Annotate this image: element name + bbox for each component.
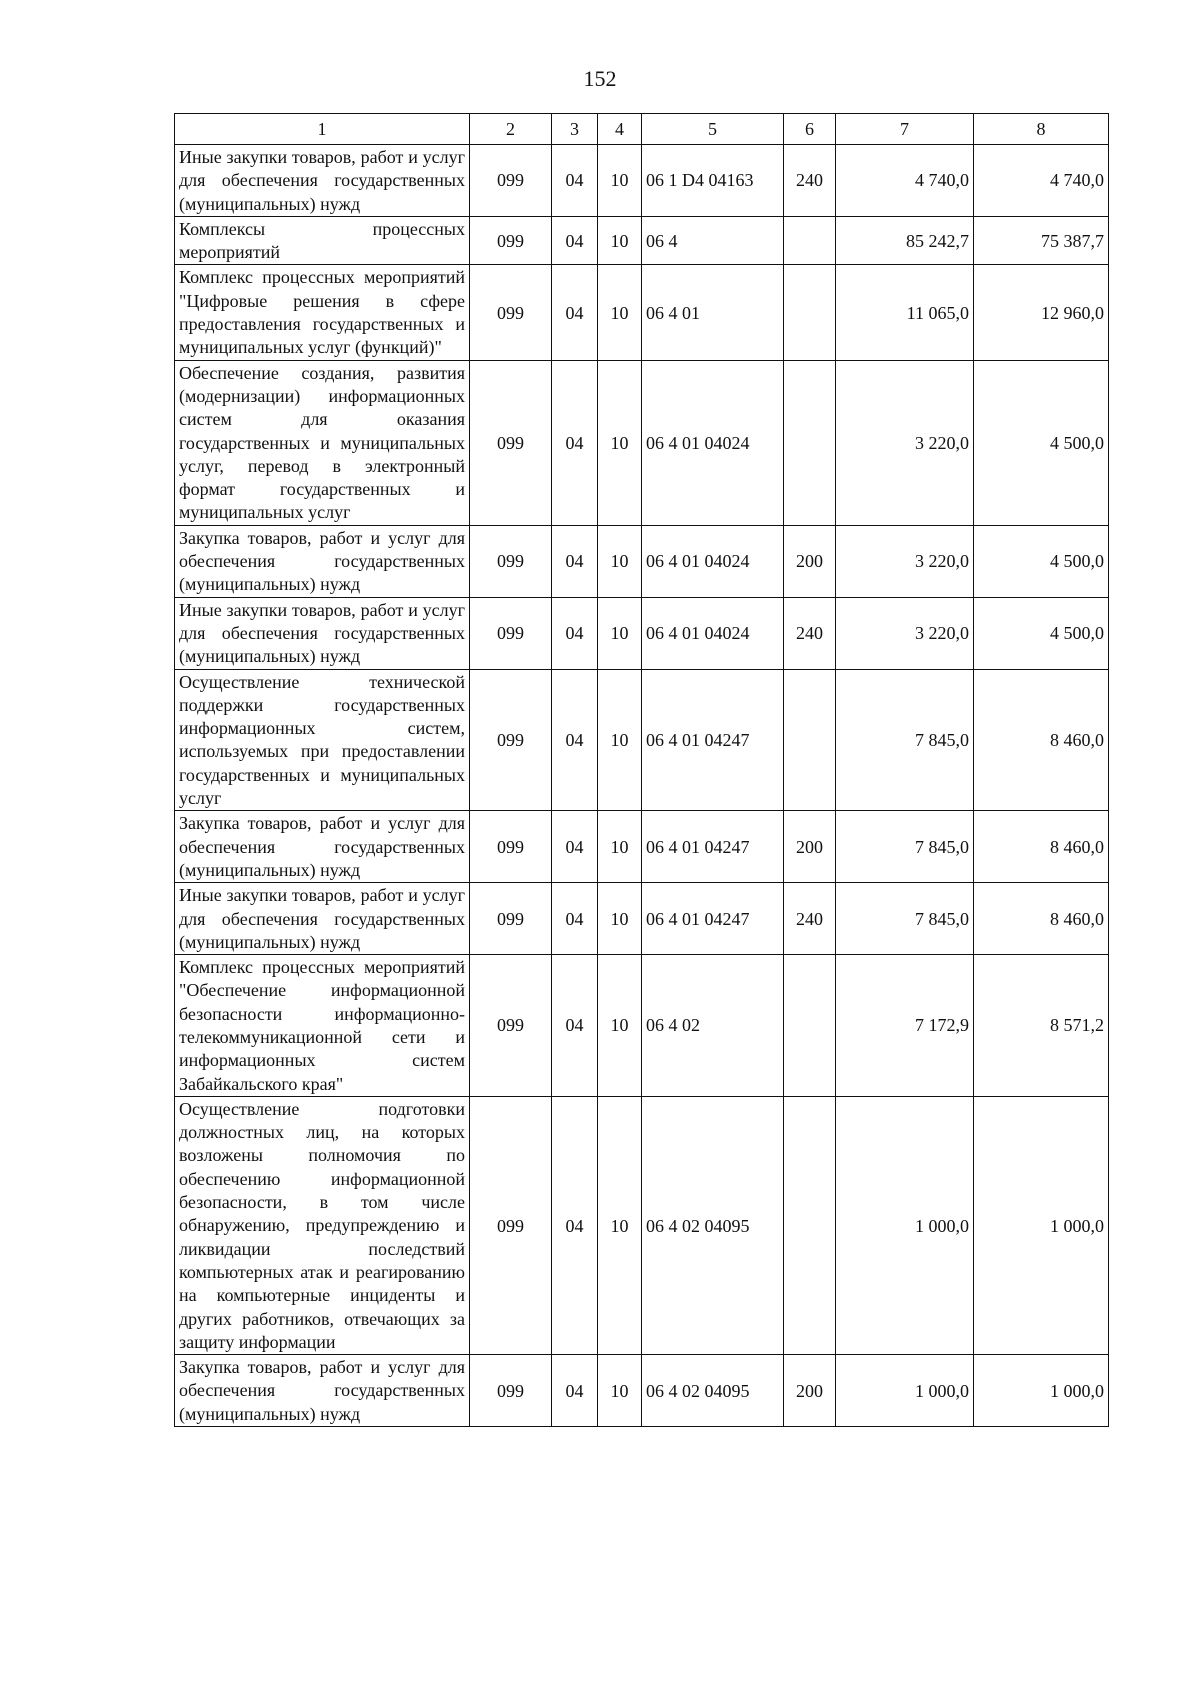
target-code: 06 4 01 <box>642 265 784 360</box>
amount-year-2: 8 460,0 <box>974 883 1109 955</box>
amount-year-2: 8 460,0 <box>974 669 1109 811</box>
table-row <box>175 955 1109 1097</box>
ministry-code: 099 <box>470 955 552 1097</box>
row-name: Закупка товаров, работ и услуг для обеспечения государственных (муниципальных) нужд <box>175 1355 470 1427</box>
table-row <box>175 669 1109 811</box>
table-row <box>175 265 1109 360</box>
amount-year-1: 3 220,0 <box>836 360 974 525</box>
expense-type-code <box>784 360 836 525</box>
row-name: Иные закупки товаров, работ и услуг для обеспечения государственных (муниципальных) нужд <box>175 883 470 955</box>
subsection-code: 10 <box>598 955 642 1097</box>
target-code: 06 4 02 04095 <box>642 1096 784 1354</box>
table-row <box>175 145 1109 217</box>
target-code: 06 4 01 04247 <box>642 669 784 811</box>
amount-year-2: 4 740,0 <box>974 145 1109 217</box>
header-cell: 8 <box>974 114 1109 145</box>
amount-year-2: 1 000,0 <box>974 1096 1109 1354</box>
row-name: Комплексы процессных мероприятий <box>175 216 470 265</box>
subsection-code: 10 <box>598 525 642 597</box>
ministry-code: 099 <box>470 1096 552 1354</box>
ministry-code: 099 <box>470 597 552 669</box>
ministry-code: 099 <box>470 360 552 525</box>
target-code: 06 4 02 04095 <box>642 1355 784 1427</box>
section-code: 04 <box>552 669 598 811</box>
ministry-code: 099 <box>470 216 552 265</box>
subsection-code: 10 <box>598 145 642 217</box>
header-cell: 6 <box>784 114 836 145</box>
header-cell: 5 <box>642 114 784 145</box>
section-code: 04 <box>552 597 598 669</box>
amount-year-1: 7 172,9 <box>836 955 974 1097</box>
amount-year-2: 4 500,0 <box>974 525 1109 597</box>
section-code: 04 <box>552 216 598 265</box>
page-number: 152 <box>583 66 617 91</box>
table-body <box>175 145 1109 1427</box>
section-code: 04 <box>552 360 598 525</box>
subsection-code: 10 <box>598 597 642 669</box>
section-code: 04 <box>552 955 598 1097</box>
header-cell: 3 <box>552 114 598 145</box>
expense-type-code: 200 <box>784 525 836 597</box>
target-code: 06 4 01 04024 <box>642 597 784 669</box>
subsection-code: 10 <box>598 265 642 360</box>
expense-type-code: 200 <box>784 1355 836 1427</box>
table-row <box>175 525 1109 597</box>
ministry-code: 099 <box>470 883 552 955</box>
table-row <box>175 216 1109 265</box>
amount-year-1: 11 065,0 <box>836 265 974 360</box>
expense-type-code <box>784 265 836 360</box>
amount-year-1: 7 845,0 <box>836 669 974 811</box>
amount-year-2: 8 571,2 <box>974 955 1109 1097</box>
amount-year-2: 8 460,0 <box>974 811 1109 883</box>
table-row <box>175 597 1109 669</box>
header-cell: 1 <box>175 114 470 145</box>
section-code: 04 <box>552 1096 598 1354</box>
amount-year-1: 3 220,0 <box>836 525 974 597</box>
amount-year-1: 7 845,0 <box>836 883 974 955</box>
subsection-code: 10 <box>598 883 642 955</box>
row-name: Закупка товаров, работ и услуг для обеспечения государственных (муниципальных) нужд <box>175 811 470 883</box>
table-row <box>175 811 1109 883</box>
amount-year-2: 1 000,0 <box>974 1355 1109 1427</box>
subsection-code: 10 <box>598 1096 642 1354</box>
expense-type-code <box>784 1096 836 1354</box>
header-row <box>175 114 1109 145</box>
expense-type-code: 200 <box>784 811 836 883</box>
budget-table <box>174 113 1109 1427</box>
amount-year-1: 4 740,0 <box>836 145 974 217</box>
header-cell: 7 <box>836 114 974 145</box>
expense-type-code: 240 <box>784 597 836 669</box>
row-name: Осуществление технической поддержки государственных информационных систем, используемых при предоставлении государственных и муниципальных услуг <box>175 669 470 811</box>
amount-year-1: 85 242,7 <box>836 216 974 265</box>
ministry-code: 099 <box>470 1355 552 1427</box>
row-name: Обеспечение создания, развития (модернизации) информационных систем для оказания государственных и муниципальных услуг, перевод в электронный формат государственных и муниципальных услуг <box>175 360 470 525</box>
ministry-code: 099 <box>470 145 552 217</box>
target-code: 06 4 02 <box>642 955 784 1097</box>
table-row <box>175 883 1109 955</box>
row-name: Иные закупки товаров, работ и услуг для обеспечения государственных (муниципальных) нужд <box>175 597 470 669</box>
ministry-code: 099 <box>470 811 552 883</box>
target-code: 06 1 D4 04163 <box>642 145 784 217</box>
row-name: Комплекс процессных мероприятий "Цифровые решения в сфере предоставления государственных и муниципальных услуг (функций)" <box>175 265 470 360</box>
expense-type-code <box>784 669 836 811</box>
amount-year-1: 1 000,0 <box>836 1355 974 1427</box>
subsection-code: 10 <box>598 811 642 883</box>
table-header <box>175 114 1109 145</box>
expense-type-code <box>784 216 836 265</box>
amount-year-2: 4 500,0 <box>974 597 1109 669</box>
target-code: 06 4 01 04247 <box>642 883 784 955</box>
row-name: Комплекс процессных мероприятий "Обеспечение информационной безопасности информационно-телекоммуникационной сети и информационных систем Забайкальского края" <box>175 955 470 1097</box>
section-code: 04 <box>552 145 598 217</box>
amount-year-1: 3 220,0 <box>836 597 974 669</box>
subsection-code: 10 <box>598 1355 642 1427</box>
ministry-code: 099 <box>470 525 552 597</box>
row-name: Осуществление подготовки должностных лиц, на которых возложены полномочия по обеспечению информационной безопасности, в том числе обнаружению, предупреждению и ликвидации последствий компьютерных атак и реагированию на компьютерные инциденты и других работников, отвечающих за защиту информации <box>175 1096 470 1354</box>
ministry-code: 099 <box>470 265 552 360</box>
ministry-code: 099 <box>470 669 552 811</box>
target-code: 06 4 01 04024 <box>642 525 784 597</box>
section-code: 04 <box>552 811 598 883</box>
section-code: 04 <box>552 883 598 955</box>
subsection-code: 10 <box>598 216 642 265</box>
subsection-code: 10 <box>598 669 642 811</box>
table-row <box>175 1355 1109 1427</box>
section-code: 04 <box>552 1355 598 1427</box>
amount-year-2: 12 960,0 <box>974 265 1109 360</box>
table-row <box>175 1096 1109 1354</box>
target-code: 06 4 <box>642 216 784 265</box>
header-cell: 2 <box>470 114 552 145</box>
section-code: 04 <box>552 525 598 597</box>
row-name: Иные закупки товаров, работ и услуг для обеспечения государственных (муниципальных) нужд <box>175 145 470 217</box>
expense-type-code <box>784 955 836 1097</box>
amount-year-2: 4 500,0 <box>974 360 1109 525</box>
target-code: 06 4 01 04024 <box>642 360 784 525</box>
section-code: 04 <box>552 265 598 360</box>
amount-year-1: 1 000,0 <box>836 1096 974 1354</box>
expense-type-code: 240 <box>784 145 836 217</box>
amount-year-2: 75 387,7 <box>974 216 1109 265</box>
amount-year-1: 7 845,0 <box>836 811 974 883</box>
header-cell: 4 <box>598 114 642 145</box>
subsection-code: 10 <box>598 360 642 525</box>
table-row <box>175 360 1109 525</box>
target-code: 06 4 01 04247 <box>642 811 784 883</box>
expense-type-code: 240 <box>784 883 836 955</box>
row-name: Закупка товаров, работ и услуг для обеспечения государственных (муниципальных) нужд <box>175 525 470 597</box>
